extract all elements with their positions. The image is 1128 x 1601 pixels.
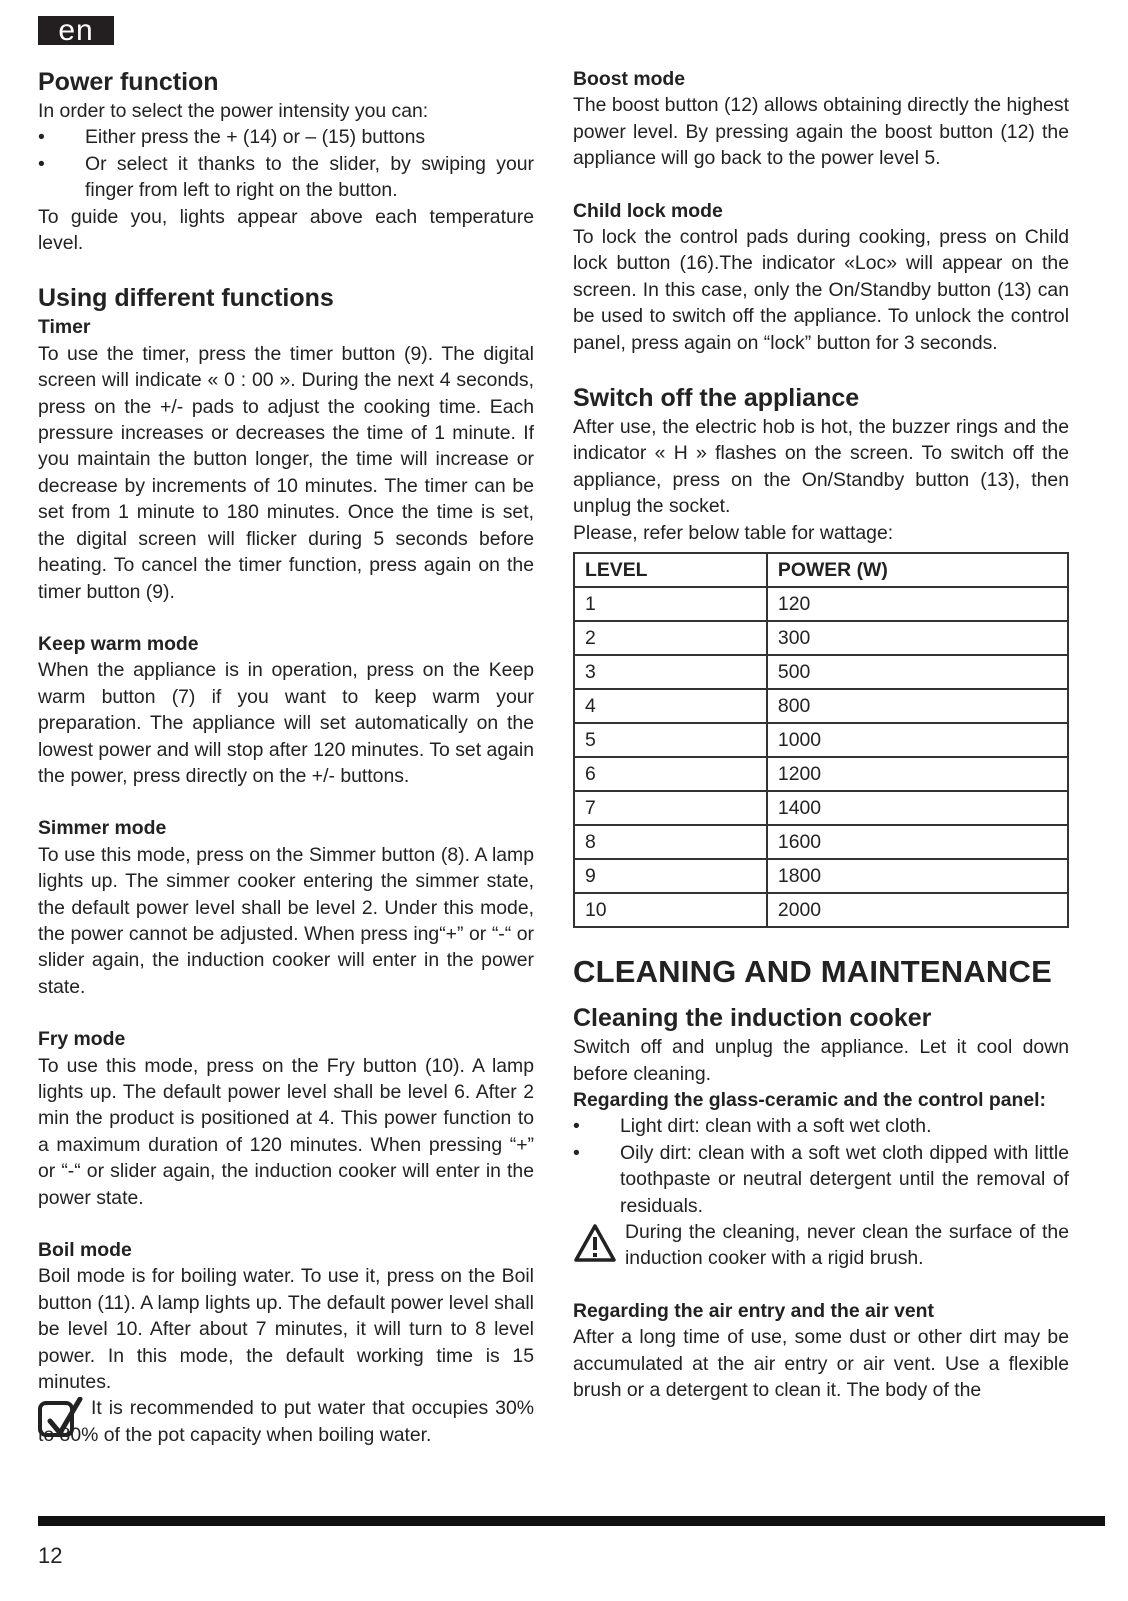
warning-text: During the cleaning, never clean the surface of the induction cooker with a rigid brush.	[625, 1220, 1069, 1270]
cleaning-subtitle: Cleaning the induction cooker	[573, 1004, 932, 1033]
language-tab: en	[38, 16, 114, 45]
column-header-level: LEVEL	[574, 553, 767, 587]
childlock-heading: Child lock mode	[573, 199, 723, 222]
functions-heading: Using different functions	[38, 284, 334, 313]
table-row: 5 1000	[574, 723, 1068, 757]
keepwarm-heading: Keep warm mode	[38, 632, 199, 655]
warning-triangle-icon	[573, 1223, 617, 1263]
table-row: 6 1200	[574, 757, 1068, 791]
table-row: 10 2000	[574, 893, 1068, 927]
air-text: After a long time of use, some dust or other dirt may be accumulated at the air entry or air vent. Use a flexible brush or a detergent to clean it. The body of the	[573, 1326, 1069, 1401]
keepwarm-text: When the appliance is in operation, press on the Keep warm button (7) if you want to keep warm your preparation. The appliance will set automatically on the lowest power and will stop after 120 minutes. To set again the power, press directly on the +/- buttons.	[38, 659, 534, 787]
list-item: • Or select it thanks to the slider, by swiping your finger from left to right on the button.	[38, 152, 534, 202]
table-row: 8 1600	[574, 825, 1068, 859]
timer-heading: Timer	[38, 316, 91, 339]
fry-heading: Fry mode	[38, 1028, 126, 1051]
table-intro: Please, refer below table for wattage:	[573, 521, 894, 544]
wattage-table	[573, 552, 1069, 928]
switchoff-heading: Switch off the appliance	[573, 384, 860, 413]
glass-bullet-list	[573, 1113, 1069, 1219]
checkbox-tick-icon	[38, 1397, 84, 1441]
table-row: 4 800	[574, 689, 1068, 723]
table-row: 1 120	[574, 587, 1068, 621]
boil-note-text: It is recommended to put water that occupies 30% to 80% of the pot capacity when boiling water.	[38, 1397, 534, 1446]
warning-note	[573, 1219, 1069, 1272]
left-column	[38, 66, 534, 1448]
column-header-power: POWER (W)	[767, 553, 1068, 587]
cleaning-title: CLEANING AND MAINTENANCE	[573, 954, 1052, 990]
list-item: • Light dirt: clean with a soft wet cloth.	[573, 1115, 932, 1138]
footer-rule	[38, 1516, 1105, 1526]
table-row: 7 1400	[574, 791, 1068, 825]
boil-note	[38, 1395, 534, 1448]
air-heading: Regarding the air entry and the air vent	[573, 1299, 934, 1322]
simmer-text: To use this mode, press on the Simmer button (8). A lamp lights up. The simmer cooker entering the simmer state, the default power level shall be level 2. Under this mode, the power cannot be adjusted. When press ing“+” or “-“ or slider again, the induction cooker will enter in the power state.	[38, 843, 534, 998]
page-number: 12	[38, 1543, 63, 1568]
table-row: 9 1800	[574, 859, 1068, 893]
switchoff-text: After use, the electric hob is hot, the buzzer rings and the indicator « H » flashes on the screen. To switch off the appliance, press on the On/Standby button (13), then unplug the socket.	[573, 416, 1069, 518]
fry-text: To use this mode, press on the Fry button (10). A lamp lights up. The default power level shall be level 6. After 2 min the product is positioned at 4. This power function to a maximum duration of 120 minutes. When pressing “+” or “-“ or slider again, the induction cooker will enter in the power state.	[38, 1054, 534, 1209]
list-item: • Either press the + (14) or – (15) buttons	[38, 126, 426, 149]
table-row: 3 500	[574, 655, 1068, 689]
simmer-heading: Simmer mode	[38, 817, 167, 840]
list-item: • Oily dirt: clean with a soft wet cloth dipped with little toothpaste or neutral detergent until the removal of residuals.	[573, 1141, 1069, 1217]
cleaning-intro: Switch off and unplug the appliance. Let it cool down before cleaning.	[573, 1036, 1069, 1085]
boost-text: The boost button (12) allows obtaining directly the highest power level. By pressing again the boost button (12) the appliance will go back to the power level 5.	[573, 94, 1069, 170]
right-column	[573, 66, 1069, 1403]
table-row: 2 300	[574, 621, 1068, 655]
timer-text: To use the timer, press the timer button (9). The digital screen will indicate « 0 : 00 ». During the next 4 seconds, press on the +/- pads to adjust the cooking time. Each pressure increases or decreases the time of 1 minute. If you maintain the button longer, the time will increase or decrease by increments of 10 minutes. The timer can be set from 1 minute to 180 minutes. Once the time is set, the digital screen will flicker during 5 seconds before heating. To cancel the timer function, press again on the timer button (9).	[38, 342, 534, 603]
boil-heading: Boil mode	[38, 1239, 132, 1262]
boost-heading: Boost mode	[573, 68, 686, 90]
power-intro: In order to select the power intensity you can:	[38, 100, 429, 122]
childlock-text: To lock the control pads during cooking, press on Child lock button (16).The indicator «Loc» will appear on the screen. In this case, only the On/Standby button (13) can be used to switch off the appliance. To unlock the control panel, press again on “lock” button for 3 seconds.	[573, 226, 1069, 354]
glass-heading: Regarding the glass-ceramic and the control panel:	[573, 1088, 1047, 1111]
table-header-row	[574, 553, 1068, 587]
power-bullet-list	[38, 124, 534, 203]
boil-text: Boil mode is for boiling water. To use it, press on the Boil button (11). A lamp lights up. The default power level shall be level 10. After about 7 minutes, it will turn to 8 level power. In this mode, the default working time is 15 minutes.	[38, 1265, 534, 1394]
power-function-heading: Power function	[38, 68, 219, 96]
power-guide: To guide you, lights appear above each temperature level.	[38, 205, 534, 255]
